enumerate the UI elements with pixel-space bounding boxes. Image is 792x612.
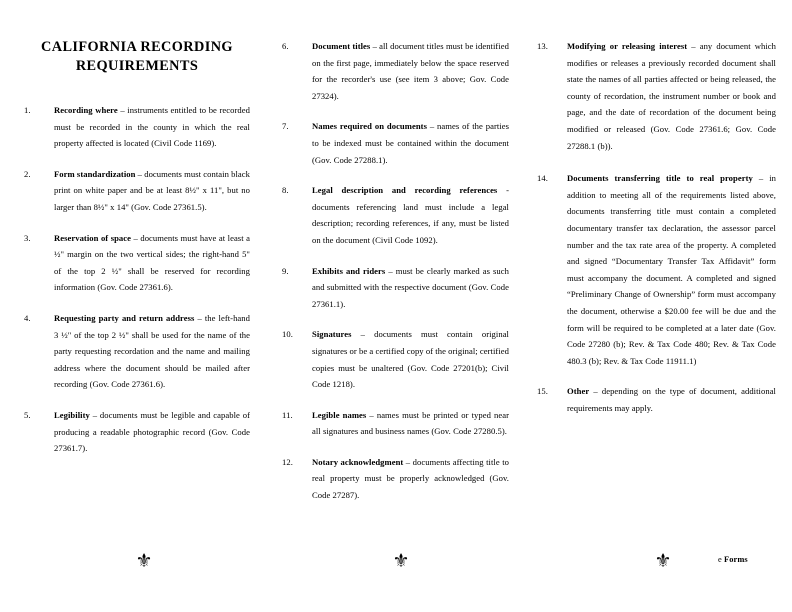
item-term: Requesting party and return address (54, 312, 195, 323)
requirement-item-6 (282, 38, 509, 104)
item-term: Legible names (312, 409, 367, 420)
item-description: – must be clearly marked as such and submitted with the respective document (Gov. Code 27361.1). (312, 265, 509, 309)
item-text (567, 38, 776, 154)
item-number: 14. (537, 173, 549, 184)
page-title-line-1: CALIFORNIA RECORDING (41, 39, 233, 55)
brand-prefix: e (718, 555, 725, 564)
item-term: Legibility (54, 409, 90, 420)
item-term: Modifying or releasing interest (567, 41, 688, 51)
fleur-de-lis-icon: ⚜ (135, 550, 153, 572)
column-middle (272, 0, 527, 540)
item-number: 3. (24, 232, 31, 243)
requirement-item-14 (537, 170, 776, 369)
item-text (312, 407, 509, 440)
item-description: - documents referencing land must include a legal description; recording references, if any, must be listed on the document (Civil Code 1092). (312, 185, 509, 245)
item-description: – any document which modifies or releases a previously recorded document shall state the names of all parties affected or being released, the county of recordation, the instrument number or book and page, and the date of recordation of the document being modified or released (Gov. Code 27361.6; Gov. Code 27288.1 (b)). (567, 41, 776, 151)
item-term: Legal description and recording references (312, 185, 498, 196)
item-text (312, 182, 509, 248)
item-term: Documents transferring title to real property (567, 173, 753, 184)
item-description: – depending on the type of document, additional requirements may apply. (567, 386, 776, 413)
item-text (312, 454, 509, 504)
item-term: Recording where (54, 105, 118, 115)
item-description: – documents must contain black print on white paper and be at least 8½" x 11", but no larger than 8½" x 14" (Gov. Code 27361.5). (54, 168, 250, 212)
item-number: 5. (24, 409, 31, 420)
item-description: – names of the parties to be indexed must be contained within the document (Gov. Code 27288.1). (312, 121, 509, 165)
requirement-item-2 (24, 166, 250, 216)
item-number: 4. (24, 312, 31, 323)
item-term: Other (567, 386, 590, 397)
item-number: 1. (24, 105, 31, 115)
requirement-item-12 (282, 454, 509, 504)
requirement-item-15 (537, 383, 776, 416)
item-text (567, 170, 776, 369)
item-text (312, 38, 509, 104)
item-number: 7. (282, 121, 289, 132)
item-text (54, 310, 250, 393)
item-term: Names required on documents (312, 121, 427, 132)
item-term: Exhibits and riders (312, 265, 386, 276)
item-number: 8. (282, 185, 289, 196)
item-number: 13. (537, 41, 549, 51)
item-term: Reservation of space (54, 232, 132, 243)
item-description: – documents must contain original signatures or be a certified copy of the original; certified copies must be unaltered (Gov. Code 27201(b); Civil Code 1218). (312, 329, 509, 390)
column-right (527, 0, 792, 540)
item-description: – in addition to meeting all of the requirements listed above, documents transferring title must contain a completed documentary transfer tax declaration, the assessor parcel number and the tax rate area of the property. A completed and signed “Documentary Transfer Tax Affidavit” form must accompany the document. A completed and signed “Preliminary Change of Ownership” form must accompany the document, otherwise a $20.00 fee will be due and the form will be required to be completed at a later date (Gov. Code 27280 (b); Rev. & Tax Code 480; Rev. & Tax Code 480.3 (b); Rev. & Tax Code 11911.1) (567, 173, 776, 366)
requirement-item-8 (282, 182, 509, 248)
item-text (54, 166, 250, 216)
item-term: Document titles (312, 41, 371, 51)
item-description: – documents affecting title to real property must be properly acknowledged (Gov. Code 27287). (312, 456, 509, 501)
item-term: Signatures (312, 329, 352, 340)
item-term: Form standardization (54, 168, 136, 179)
item-description: – instruments entitled to be recorded must be recorded in the county in which the real property affected is located (Civil Code 1169). (54, 105, 250, 149)
item-number: 15. (537, 386, 549, 397)
item-number: 11. (282, 409, 293, 420)
requirement-item-10 (282, 326, 509, 392)
item-description: – the left-hand 3 ½" of the top 2 ½" shall be used for the name of the party requesting recordation and the name and mailing address where the document should be mailed after recording (Gov. Code 27361.6). (54, 312, 250, 390)
brand-name: Forms (724, 555, 748, 564)
requirement-item-5 (24, 407, 250, 457)
item-text (54, 102, 250, 152)
item-number: 12. (282, 456, 294, 467)
requirement-item-13 (537, 38, 776, 154)
requirement-item-11 (282, 407, 509, 440)
item-description: – names must be printed or typed near all signatures and business names (Gov. Code 27280.5). (312, 409, 510, 437)
item-text (567, 383, 776, 416)
item-text (54, 230, 250, 296)
item-number: 9. (282, 265, 289, 276)
requirement-item-7 (282, 118, 509, 168)
item-text (312, 263, 509, 313)
item-description: – documents must be legible and capable of producing a readable photographic record (Gov. Code 27361.7). (54, 409, 250, 454)
page-title-line-2: REQUIREMENTS (75, 58, 199, 74)
item-number: 2. (24, 168, 31, 179)
item-text (312, 118, 509, 168)
item-number: 6. (282, 41, 289, 51)
fleur-de-lis-icon: ⚜ (392, 550, 410, 572)
item-term: Notary acknowledgment (312, 456, 404, 467)
item-description: – documents must have at least a ½" margin on the two vertical sides; the right-hand 5" of the top 2 ½" shall be reserved for recording information (Gov. Code 27361.6). (54, 232, 250, 293)
item-description: – all document titles must be identified on the first page, immediately below the space reserved for the recorder's use (see item 3 above; Gov. Code 27324). (312, 41, 509, 101)
item-text (54, 407, 250, 457)
page-title (24, 38, 250, 76)
page-footer (0, 540, 792, 612)
brand-logo (718, 554, 748, 565)
item-number: 10. (282, 329, 294, 340)
column-left (0, 0, 272, 540)
requirement-item-1 (24, 102, 250, 152)
requirement-item-3 (24, 230, 250, 296)
fleur-de-lis-icon: ⚜ (654, 550, 672, 572)
item-text (312, 326, 509, 392)
requirement-item-9 (282, 263, 509, 313)
requirement-item-4 (24, 310, 250, 393)
